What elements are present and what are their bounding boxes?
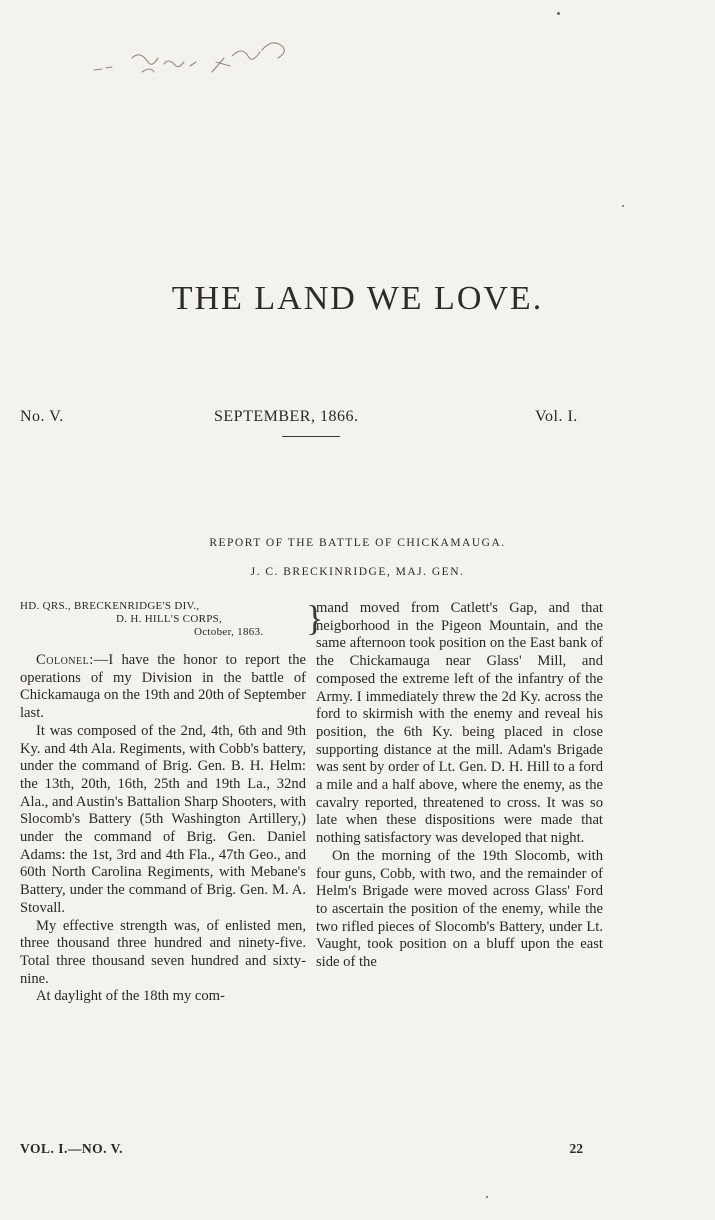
paper-speck bbox=[622, 205, 624, 207]
salutation: Colonel: bbox=[36, 652, 94, 668]
paragraph: At daylight of the 18th my com- bbox=[36, 988, 225, 1005]
journal-title: THE LAND WE LOVE. bbox=[171, 280, 544, 317]
heading-line-2: D. H. HILL'S CORPS, bbox=[116, 613, 223, 625]
report-author: J. C. BRECKINRIDGE, MAJ. GEN. bbox=[250, 566, 465, 578]
volume-number: Vol. I. bbox=[535, 408, 578, 425]
paragraph: It was composed of the 2nd, 4th, 6th and 9th Ky. and 4th Ala. Regiments, with Cobb's battery, under the command of Brig. Gen. B. H. Helm: the 13th, 20th, 16th, 25th and 19th La., 32nd Ala., and Austin's Battalion Sharp Shooters, with Slocomb's Battery (5th Washington Artillery,) under the command of Brig. Gen. Daniel Adams: the 1st, 3rd and 4th Fla., 47th Geo., and 60th North Carolina Regiments, with Mebane's Battery, under the command of Brig. Gen. M. A. Stovall. bbox=[20, 722, 306, 916]
divider-rule bbox=[282, 436, 340, 437]
paragraph bbox=[20, 652, 306, 723]
paragraph: On the morning of the 19th Slocomb, with four guns, Cobb, with two, and the remainder of Helm's Brigade were moved across Glass' Ford to ascertain the position of the enemy, while the two rifled pieces of Slocomb's Battery, under Lt. Vaught, took position on a bluff upon the east side of the bbox=[316, 847, 603, 971]
left-column bbox=[20, 598, 324, 1006]
issue-number: No. V. bbox=[20, 408, 64, 425]
paper-speck bbox=[557, 12, 560, 15]
heading-brace: } bbox=[306, 598, 324, 638]
heading-line-3: October, 1863. bbox=[194, 626, 264, 638]
issue-line bbox=[0, 408, 715, 438]
heading-line-1: HD. QRS., BRECKENRIDGE'S DIV., bbox=[20, 600, 200, 612]
issue-date: SEPTEMBER, 1866. bbox=[214, 408, 359, 425]
letter-heading bbox=[20, 598, 324, 650]
page-number: 22 bbox=[569, 1141, 583, 1156]
report-title: REPORT OF THE BATTLE OF CHICKAMAUGA. bbox=[209, 537, 506, 549]
signature-mark: VOL. I.—NO. V. bbox=[20, 1141, 124, 1156]
paragraph: My effective strength was, of enlisted men, three thousand three hundred and ninety-five. Total three thousand seven hundred and sixty-nine. bbox=[20, 917, 306, 987]
page-footer bbox=[20, 1141, 603, 1161]
paragraph-text: —I have the honor to report the operations of my Division in the battle of Chickamauga on the 19th and 20th of September last. bbox=[20, 652, 306, 722]
paragraph: mand moved from Catlett's Gap, and that neigborhood in the Pigeon Mountain, and the same afternoon took position on the East bank of the Chickamauga near Glass' Mill, and composed the extreme left of the infantry of the Army. I immediately threw the 2d Ky. across the ford to skirmish with the enemy and reveal his position, the 6th Ky. being placed in close supporting distance at the mill. Adam's Brigade was sent by order of Lt. Gen. D. H. Hill to a ford a mile and a half above, where the enemy, as the cavalry reported, threatened to cross. It was so late when these dispositions were made that nothing satisfactory was developed that night. bbox=[316, 600, 603, 847]
handwritten-pencil-marks bbox=[92, 28, 302, 88]
right-column bbox=[316, 600, 603, 972]
paper-speck bbox=[486, 1196, 488, 1198]
